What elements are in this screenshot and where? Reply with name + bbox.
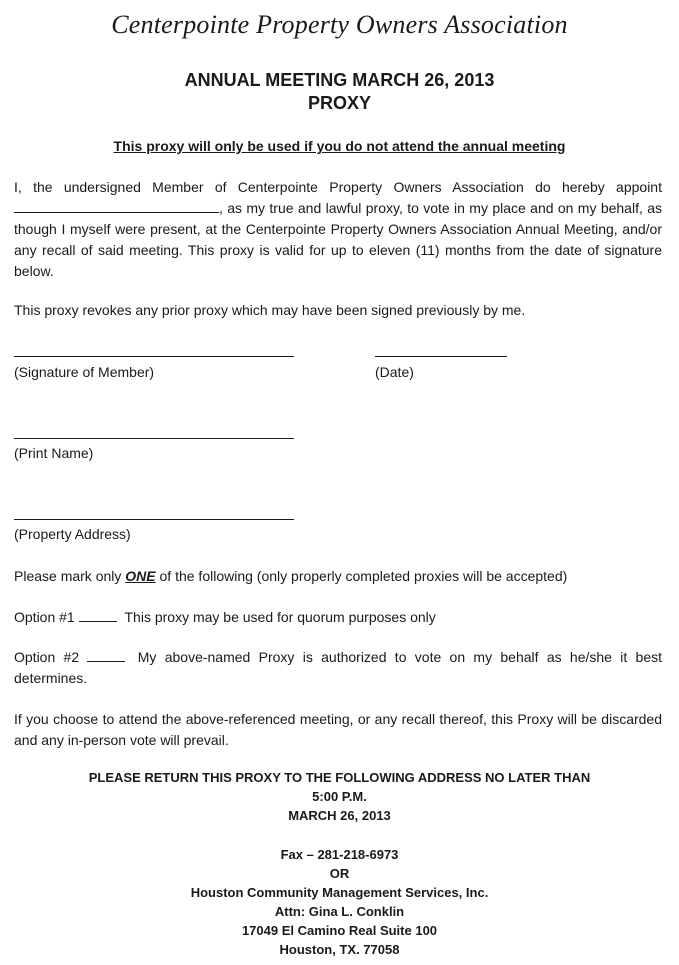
date-label: (Date) xyxy=(375,364,414,380)
option-1-label: Option #1 xyxy=(14,609,75,625)
or-separator: OR xyxy=(329,866,350,881)
print-name-label: (Print Name) xyxy=(14,445,94,461)
option-1-checkbox[interactable] xyxy=(79,609,117,622)
association-title: Centerpointe Property Owners Association xyxy=(111,10,568,39)
signature-line[interactable] xyxy=(14,356,294,357)
appointment-paragraph xyxy=(14,177,662,282)
street-address: 17049 El Camino Real Suite 100 xyxy=(241,923,438,938)
instruction-pre: Please mark only xyxy=(14,568,126,584)
instruction-post: of the following (only properly completed proxies will be accepted) xyxy=(155,568,568,584)
date-line[interactable] xyxy=(375,356,507,357)
option-2-checkbox[interactable] xyxy=(87,649,125,662)
option-2-label: Option #2 xyxy=(14,649,80,665)
attendance-notice: This proxy will only be used if you do not attend the annual meeting xyxy=(113,138,566,154)
property-address-label: (Property Address) xyxy=(14,526,131,542)
option-1-row xyxy=(14,607,662,628)
city-state-zip: Houston, TX. 77058 xyxy=(279,942,400,957)
signature-label: (Signature of Member) xyxy=(14,364,155,380)
appointment-text-1: I, the undersigned Member of Centerpointe Property Owners Association do hereby appoint xyxy=(14,179,662,195)
instruction-emphasis: ONE xyxy=(125,568,156,584)
print-name-line[interactable] xyxy=(14,438,294,439)
appointment-text-2: , as my true and lawful proxy, to vote in my place and on my behalf, as though I myself were present, at the Centerpointe Property Owners Association Annual Meeting, and/or any recall of said meeting. This proxy is valid for up to eleven (11) months from the date of signature below. xyxy=(14,200,662,279)
return-time: 5:00 P.M. xyxy=(312,789,367,804)
option-instruction xyxy=(14,566,662,587)
return-instructions xyxy=(0,768,679,825)
option-2-text: My above-named Proxy is authorized to vote on my behalf as he/she it best determines. xyxy=(14,649,663,686)
meeting-heading: ANNUAL MEETING MARCH 26, 2013 xyxy=(184,70,495,90)
option-2-row xyxy=(14,647,662,689)
return-line-1: PLEASE RETURN THIS PROXY TO THE FOLLOWING ADDRESS NO LATER THAN xyxy=(88,770,591,785)
attendance-note: If you choose to attend the above-referenced meeting, or any recall thereof, this Proxy will be discarded and any in-person vote will prevail. xyxy=(14,711,662,748)
return-address-block xyxy=(0,845,679,959)
attention-line: Attn: Gina L. Conklin xyxy=(274,904,405,919)
proxy-name-blank[interactable] xyxy=(14,200,219,213)
return-date: MARCH 26, 2013 xyxy=(288,808,391,823)
property-address-line[interactable] xyxy=(14,519,294,520)
revocation-statement: This proxy revokes any prior proxy which may have been signed previously by me. xyxy=(14,302,526,318)
company-name: Houston Community Management Services, Inc. xyxy=(190,885,489,900)
fax-number: Fax – 281-218-6973 xyxy=(280,847,399,862)
proxy-heading: PROXY xyxy=(307,93,372,113)
option-1-text: This proxy may be used for quorum purposes only xyxy=(124,609,436,625)
